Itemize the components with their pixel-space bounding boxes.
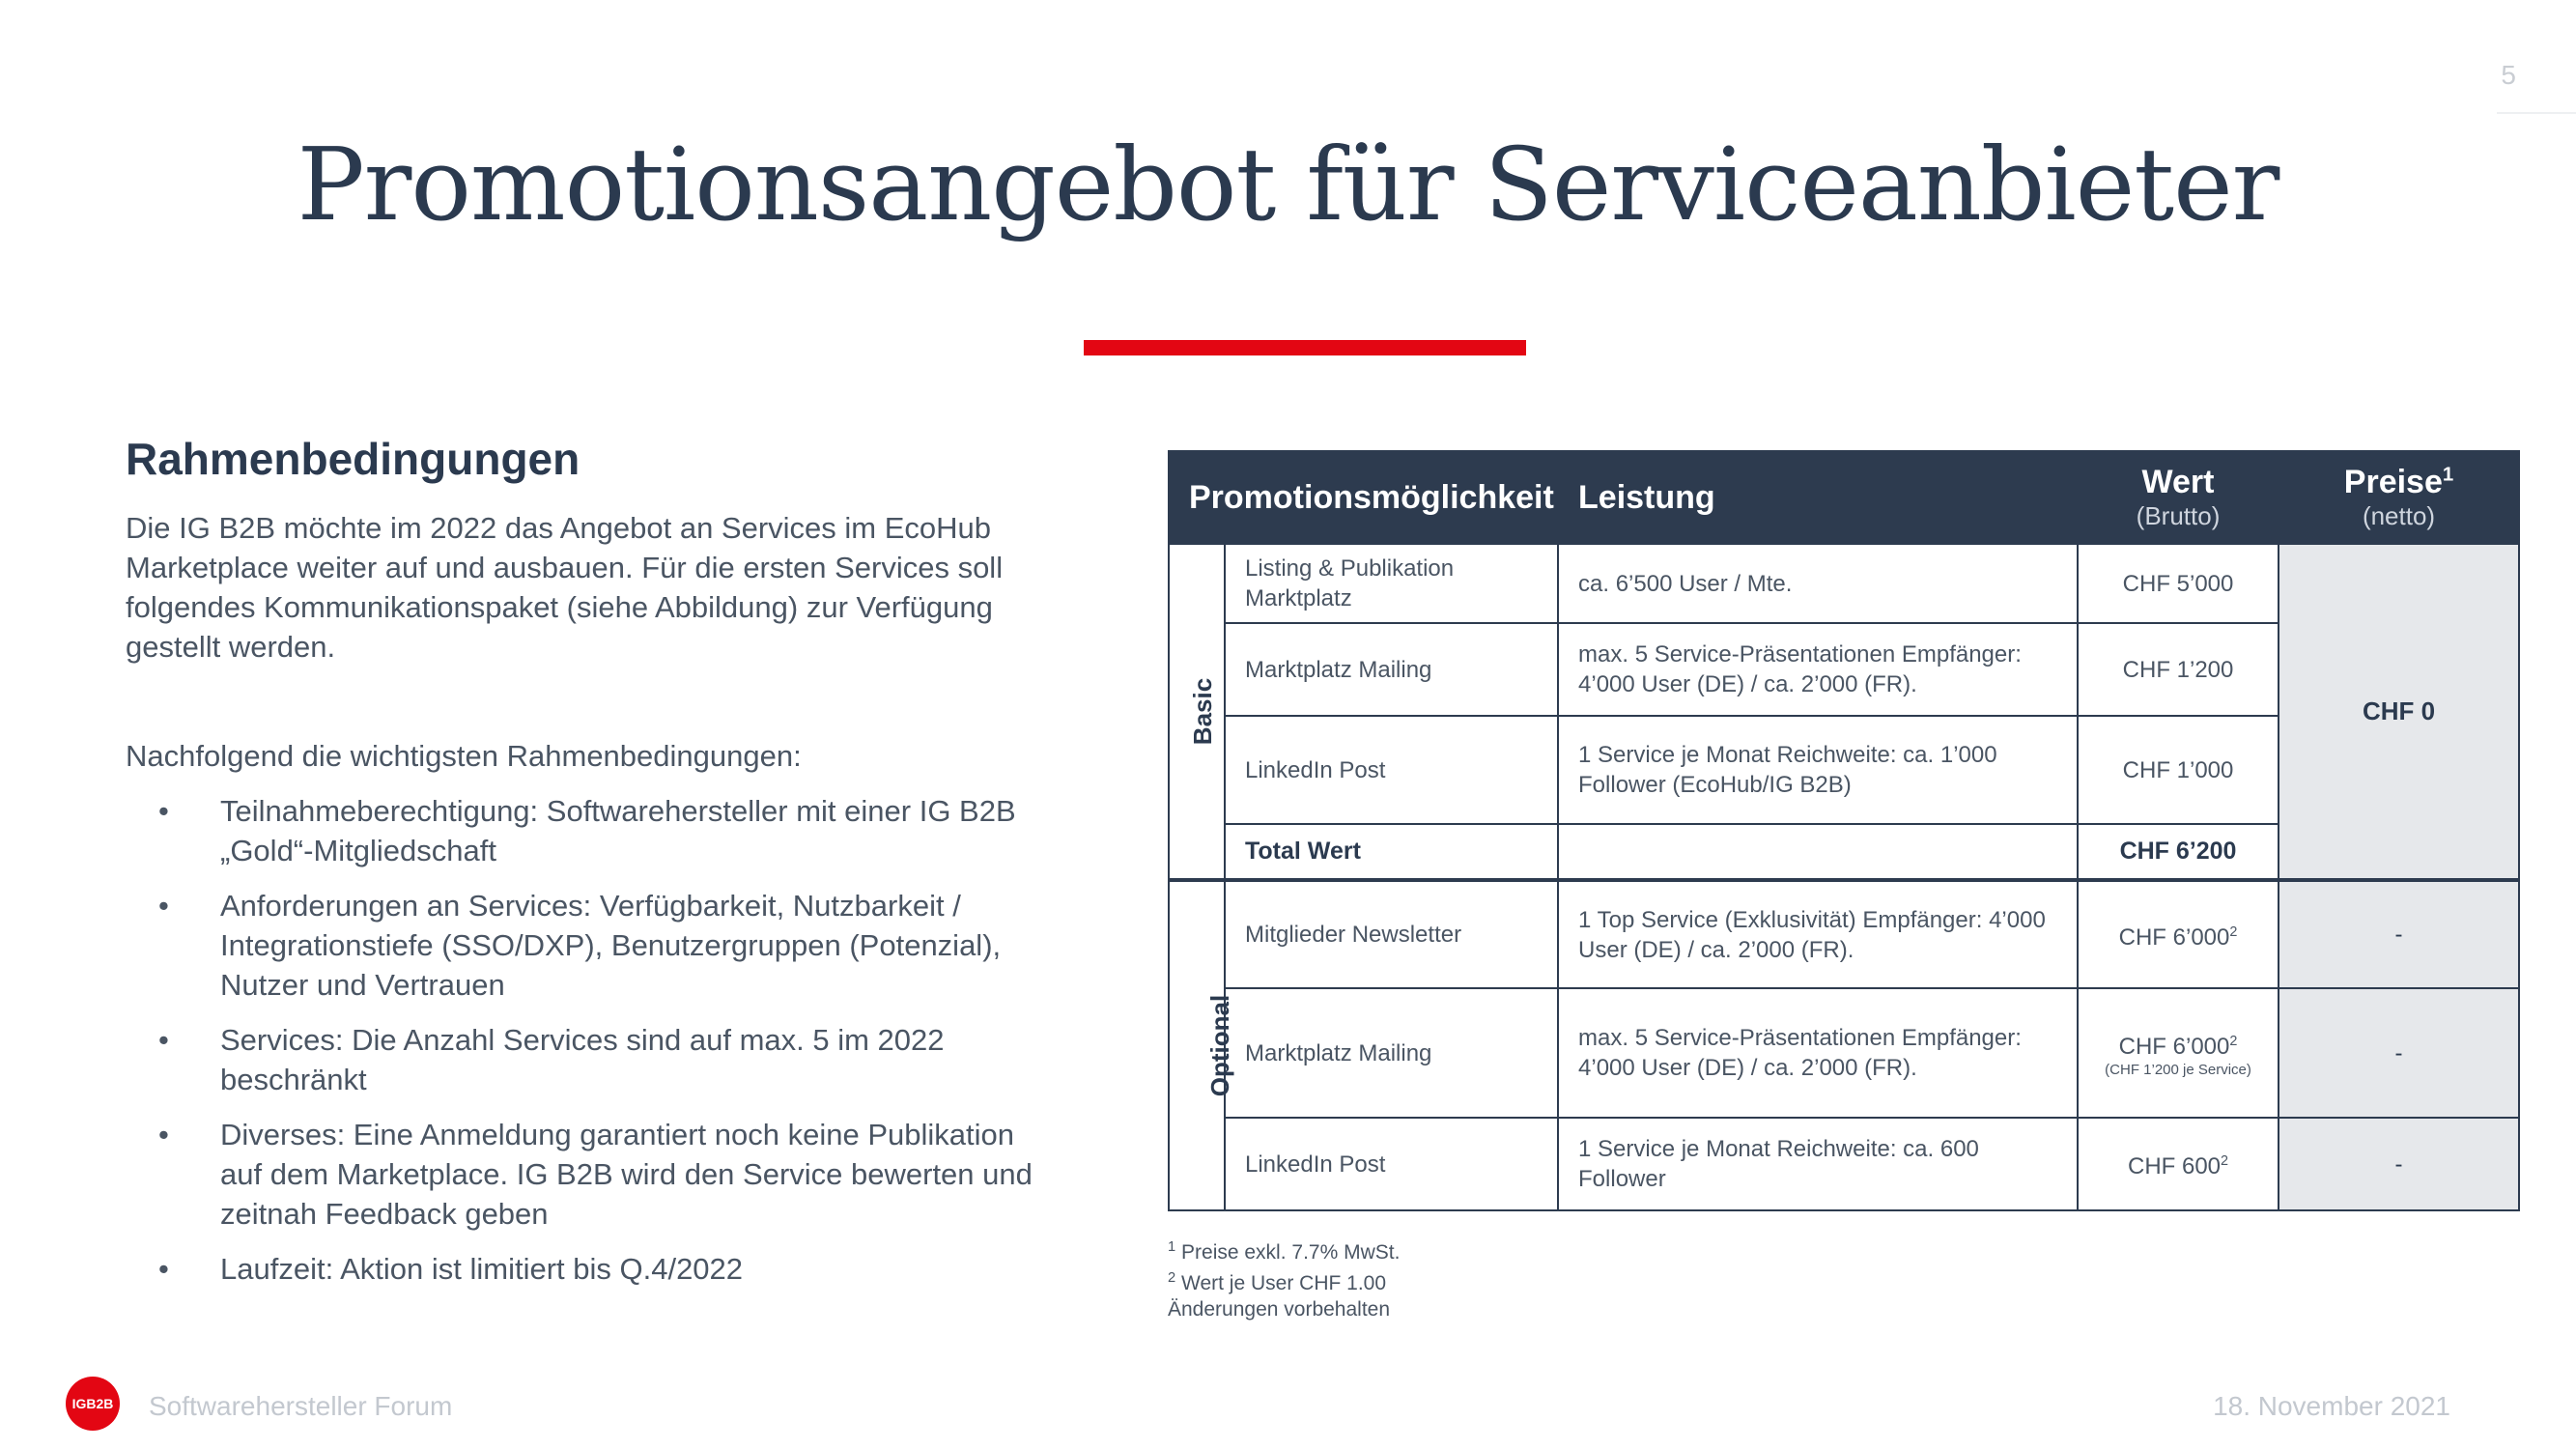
list-item <box>126 1115 1043 1234</box>
footnote-2: $^2$ Wert je User CHF 1.00 <box>1168 1270 1387 1294</box>
header-service: Leistung <box>1558 451 2078 544</box>
table-row <box>1169 988 2519 1118</box>
group-label-optional: Optional <box>1169 880 1225 1210</box>
table-row <box>1169 544 2519 623</box>
footnote-disclaimer: Änderungen vorbehalten <box>1168 1298 1391 1321</box>
cell-service: 1 Top Service (Exklusivität) Empfänger: 4’000 User (DE) / ca. 2’000 (FR). <box>1558 880 2078 988</box>
list-item-text: Anforderungen an Services: Verfügbarkeit, Nutzbarkeit / Integrationstiefe (SSO/DXP), Benutzergruppen (Potenzial), Nutzer und Vertrauen <box>220 889 1002 1002</box>
cell-option: Listing & Publikation Marktplatz <box>1225 544 1558 623</box>
cell-price-basic: CHF 0 <box>2279 544 2519 880</box>
header-value <box>2078 451 2279 544</box>
list-item <box>126 791 1043 870</box>
bullet-icon: • <box>158 1023 169 1057</box>
cell-service: max. 5 Service-Präsentationen Empfänger: 4’000 User (DE) / ca. 2’000 (FR). <box>1558 988 2078 1118</box>
cell-price: - <box>2279 880 2519 988</box>
footer-date: 18. November 2021 <box>2213 1391 2450 1421</box>
footnotes <box>1168 1235 1400 1322</box>
cell-price: - <box>2279 1118 2519 1210</box>
group-label-basic: Basic <box>1169 544 1225 880</box>
cell-option: LinkedIn Post <box>1225 716 1558 824</box>
cell-total-label: Total Wert <box>1225 824 1558 880</box>
cell-option: Marktplatz Mailing <box>1225 988 1558 1118</box>
header-price-footnote-mark: 1 <box>2442 464 2454 486</box>
table-header-row <box>1169 451 2519 544</box>
conditions-text <box>126 508 1043 1304</box>
footnote-1: $^1$ Preise exkl. 7.7% MwSt. <box>1168 1239 1401 1264</box>
cell-option: Marktplatz Mailing <box>1225 623 1558 716</box>
cell-value: CHF 5’000 <box>2078 544 2279 623</box>
conditions-list <box>126 791 1043 1289</box>
cell-value: CHF $600^2$ <box>2078 1118 2279 1210</box>
list-item <box>126 1020 1043 1099</box>
list-item-text: Diverses: Eine Anmeldung garantiert noch keine Publikation auf dem Marketplace. IG B2B wird den Service bewerten und zeitnah Feedback geben <box>220 1118 1033 1231</box>
list-item <box>126 1249 1043 1289</box>
cell-value: CHF $6’000^2$ (CHF 1’200 je Service) <box>2078 988 2279 1118</box>
cell-total-empty <box>1558 824 2078 880</box>
cell-total-value: CHF 6’200 <box>2078 824 2279 880</box>
cell-value: CHF $6’000^2$ <box>2078 880 2279 988</box>
title-accent-bar <box>1084 340 1526 355</box>
cell-service: ca. 6’500 User / Mte. <box>1558 544 2078 623</box>
list-item-text: Laufzeit: Aktion ist limitiert bis Q.4/2022 <box>220 1252 744 1286</box>
section-heading: Rahmenbedingungen <box>126 434 580 484</box>
header-price <box>2279 451 2519 544</box>
page-number-divider <box>2497 112 2576 114</box>
footnote-mark: 2 <box>2221 1153 2229 1169</box>
table-row <box>1169 880 2519 988</box>
page-title: Promotionsangebot für Serviceanbieter <box>297 126 2279 243</box>
cell-value: CHF 1’200 <box>2078 623 2279 716</box>
cell-option: LinkedIn Post <box>1225 1118 1558 1210</box>
bullet-icon: • <box>158 1252 169 1286</box>
table-row <box>1169 1118 2519 1210</box>
bullet-icon: • <box>158 1118 169 1151</box>
list-item <box>126 886 1043 1005</box>
list-item-text: Services: Die Anzahl Services sind auf max. 5 im 2022 beschränkt <box>220 1023 945 1096</box>
footnote-mark: 2 <box>2229 923 2238 940</box>
cell-value: CHF 1’000 <box>2078 716 2279 824</box>
footnote-mark: 2 <box>2229 1034 2238 1049</box>
cell-service: 1 Service je Monat Reichweite: ca. 1’000 Follower (EcoHub/IG B2B) <box>1558 716 2078 824</box>
value-note: (CHF 1’200 je Service) <box>2105 1062 2251 1078</box>
header-value-label: Wert <box>2141 464 2215 500</box>
header-price-label: Preise <box>2343 464 2443 500</box>
intro-paragraph: Die IG B2B möchte im 2022 das Angebot an Services im EcoHub Marketplace weiter auf und ausbauen. Für die ersten Services soll folgendes Kommunikationspaket (siehe Abbildung) zur Verfügung gestellt werden. <box>126 511 1004 664</box>
cell-service: 1 Service je Monat Reichweite: ca. 600 Follower <box>1558 1118 2078 1210</box>
footer-event-name: Softwarehersteller Forum <box>149 1391 453 1421</box>
list-item-text: Teilnahmeberechtigung: Softwarehersteller mit einer IG B2B „Gold“-Mitgliedschaft <box>220 794 1016 867</box>
bullet-icon: • <box>158 794 169 828</box>
bullet-icon: • <box>158 889 169 923</box>
header-option: Promotionsmöglichkeit <box>1169 451 1558 544</box>
cell-price: - <box>2279 988 2519 1118</box>
promotion-table <box>1168 450 2520 1211</box>
ig-b2b-logo: IGB2B <box>66 1377 120 1431</box>
cell-service: max. 5 Service-Präsentationen Empfänger: 4’000 User (DE) / ca. 2’000 (FR). <box>1558 623 2078 716</box>
conditions-lead: Nachfolgend die wichtigsten Rahmenbedingungen: <box>126 739 802 773</box>
header-price-sub: (netto) <box>2362 501 2436 530</box>
page-number: 5 <box>2501 60 2516 90</box>
cell-option: Mitglieder Newsletter <box>1225 880 1558 988</box>
header-value-sub: (Brutto) <box>2136 501 2221 530</box>
